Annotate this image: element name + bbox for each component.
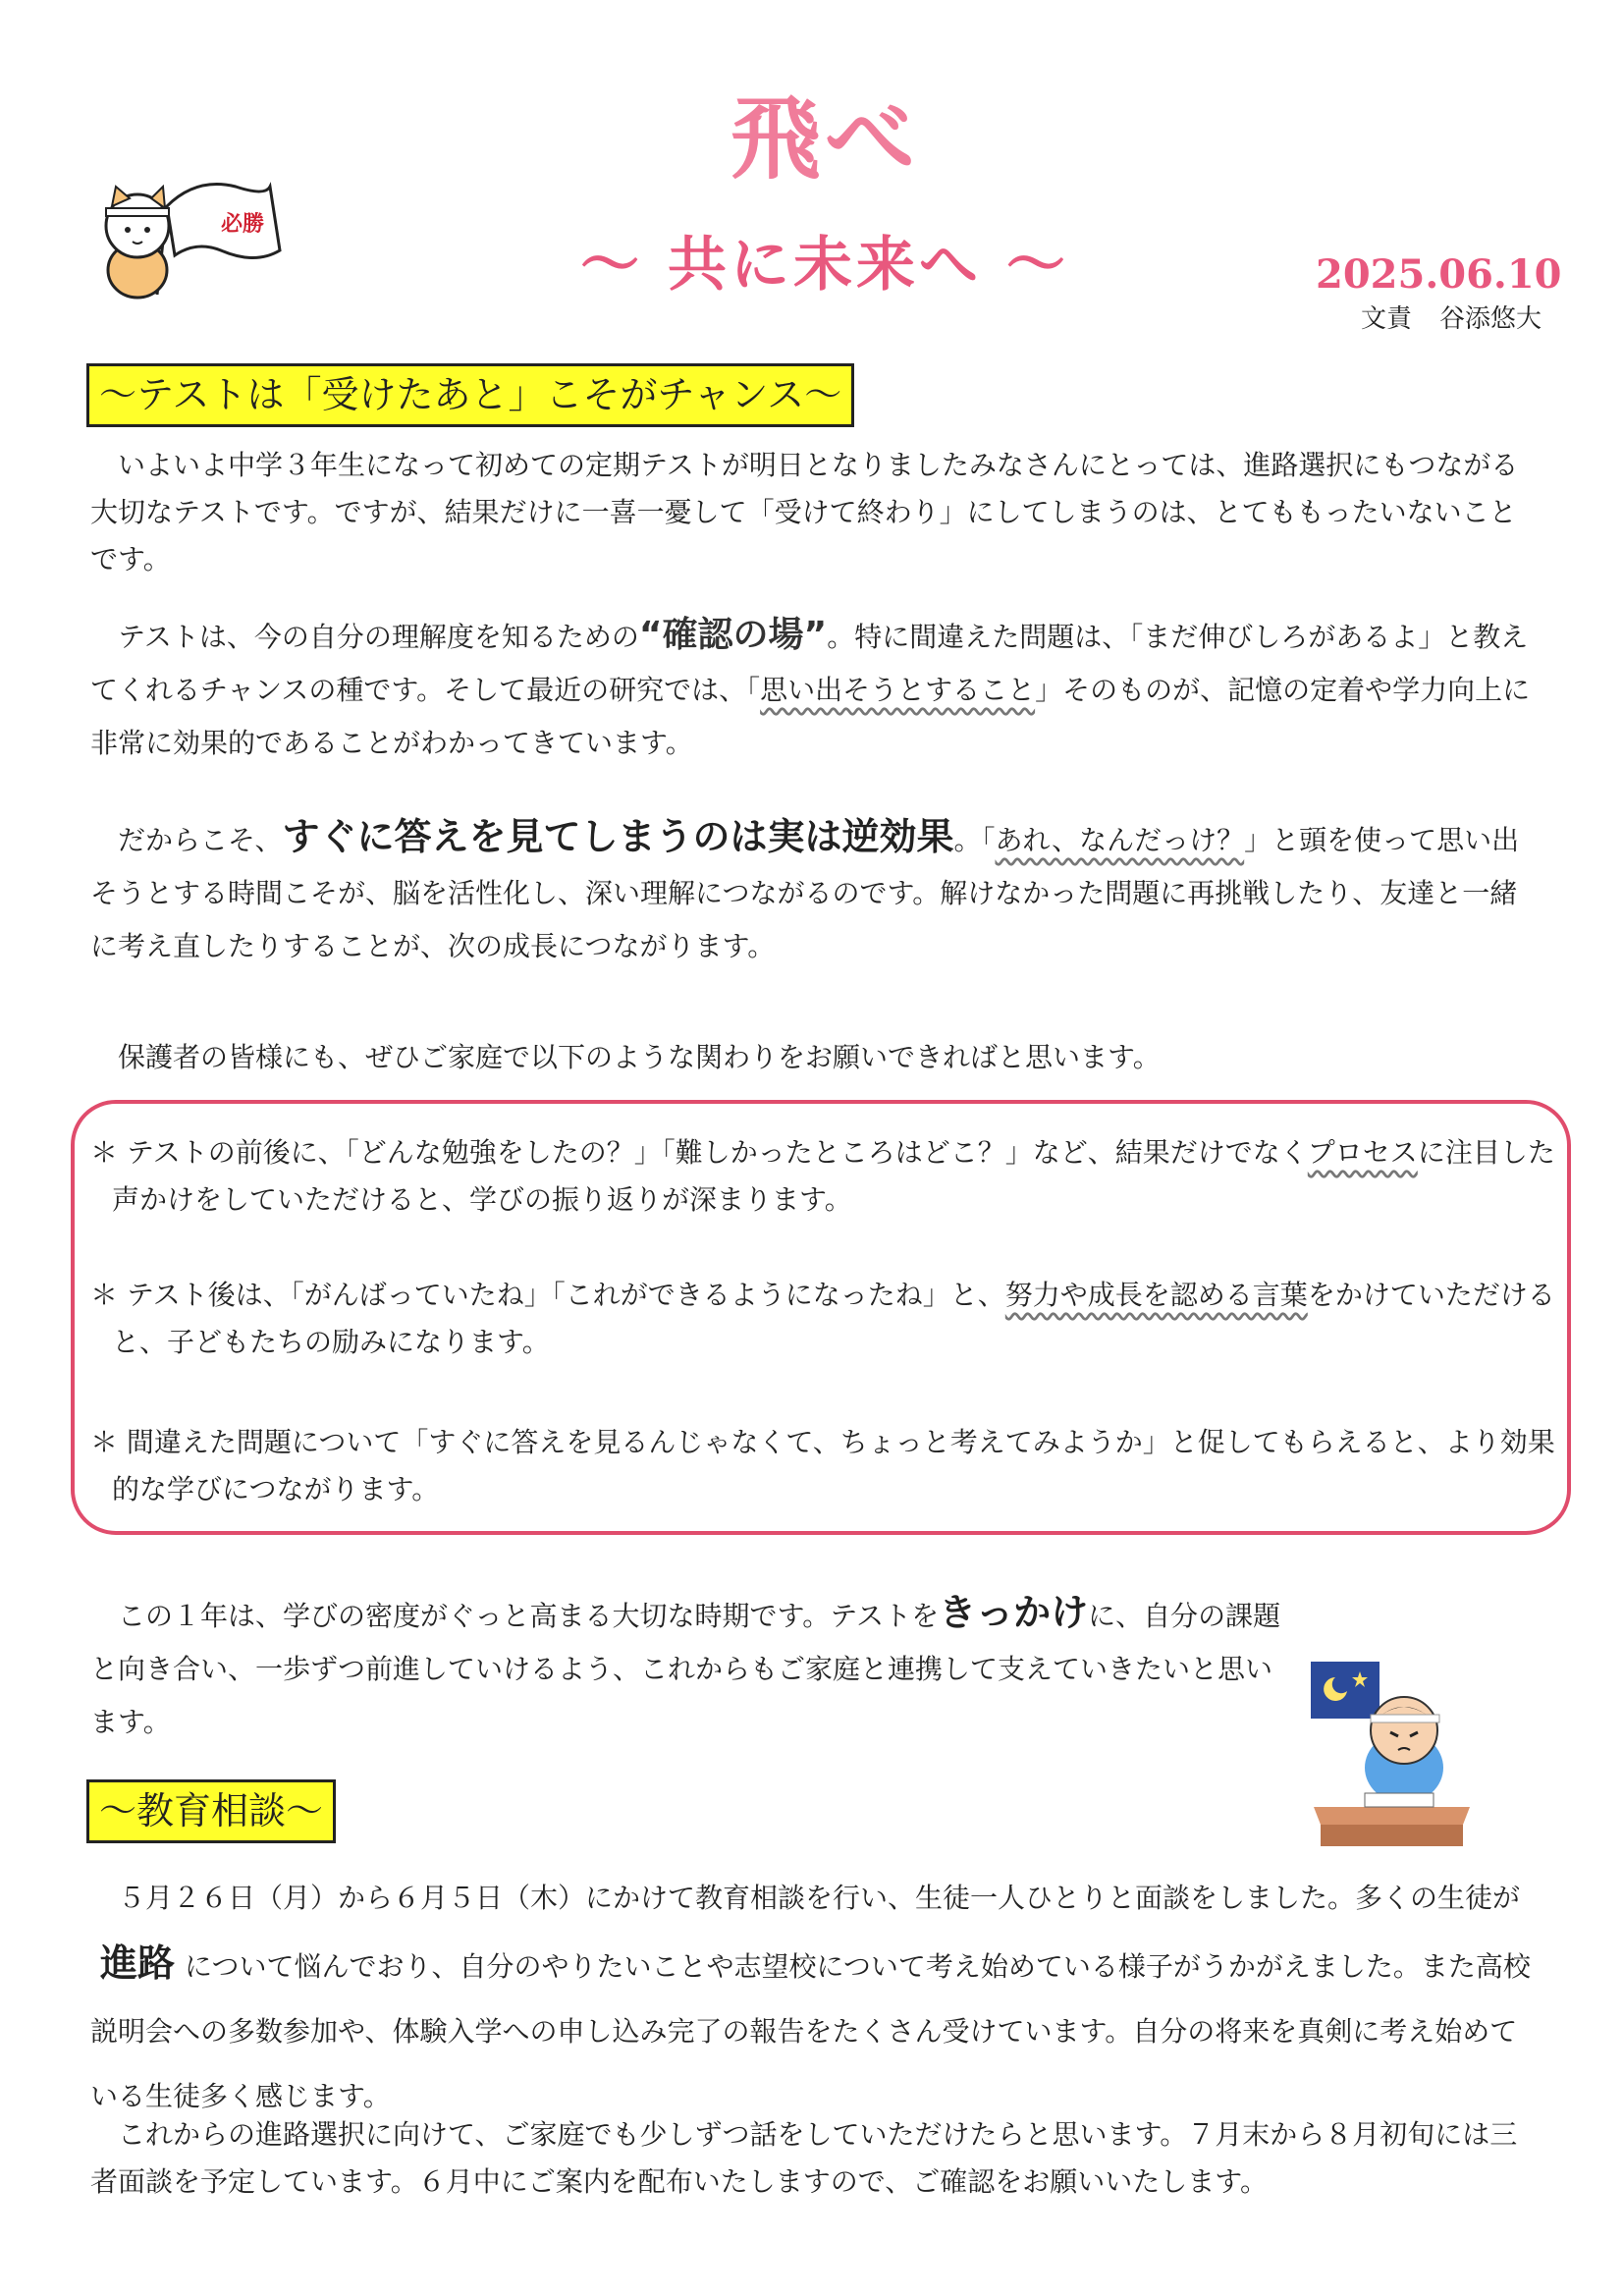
text-run: に、自分の課題と向き合い、一歩ずつ前進していけるよう、これからもご家庭と連携して支えていきたいと思います。 (90, 1600, 1281, 1738)
paragraph-consultation-report (90, 1866, 1543, 2129)
emphasis-trigger: きっかけ (939, 1591, 1089, 1634)
newsletter-subtitle: ～ 共に未来へ ～ (580, 231, 1069, 300)
text-run: 。特に間違えた問題は、「まだ伸びしろがあるよ」と教えてくれるチャンスの種です。そして最近の研究では、「 (90, 621, 1529, 706)
section-heading-consultation: ～教育相談～ (86, 1779, 336, 1843)
student-studying-illustration (1306, 1660, 1478, 1851)
emphasis-counterproductive: すぐに答えを見てしまうのは実は逆効果 (282, 815, 954, 858)
wavy-underline-what-was-it: あれ、なんだっけ？ (995, 824, 1245, 856)
paragraph-confirmation (90, 609, 1543, 770)
text-run: 。「 (953, 824, 996, 856)
emphasis-career-path: 進路 (100, 1941, 176, 1985)
wavy-underline-process: プロセス (1307, 1136, 1418, 1169)
emphasis-confirmation-place: “確認の場” (638, 615, 828, 655)
text-run: 」と頭を使って思い出そうとする時間こそが、脳を活性化し、深い理解につながるのです。解けなかった問題に再挑戦したり、友達と一緒に考え直したりすることが、次の成長につながります。 (90, 824, 1520, 962)
text-run: に注目した声かけをしていただけると、学びの振り返りが深まります。 (112, 1136, 1555, 1216)
text-run: ＊ テスト後は、「がんばっていたね」「これができるようになったね」と、 (90, 1279, 1005, 1311)
text-run: テストは、今の自分の理解度を知るための (118, 621, 639, 653)
mascot-with-flag-illustration (98, 157, 285, 304)
wavy-underline-recall: 思い出そうとすること (760, 674, 1036, 706)
paragraph-intro: いよいよ中学３年生になって初めての定期テストが明日となりましたみなさんにとっては、進路選択にもつながる大切なテストです。ですが、結果だけに一喜一憂して「受けて終わり」にしてしまうのは、とてももったいないことです。 (90, 449, 1519, 575)
text-run: について悩んでおり、自分のやりたいことや志望校について考え始めている様子がうかがえました。また高校説明会への多数参加や、体験入学への申し込み完了の報告をたくさん受けています。自分の将来を真剣に考え始めている生徒多く感じます。 (90, 1950, 1531, 2112)
text-run: この１年は、学びの密度がぐっと高まる大切な時期です。テストを (118, 1600, 940, 1632)
section-heading-test-chance: ～テストは「受けたあと」こそがチャンス～ (86, 363, 854, 427)
newsletter-title: 飛べ (730, 85, 919, 191)
text-run: ５月２６日（月）から６月５日（木）にかけて教育相談を行い、生徒一人ひとりと面談をしました。多くの生徒が (118, 1882, 1521, 1914)
wavy-underline-praise: 努力や成長を認める言葉 (1004, 1279, 1308, 1311)
issue-date: 2025.06.10 (1316, 251, 1562, 298)
author-name: 谷添悠大 (1438, 304, 1542, 334)
text-run: 」そのものが、記憶の定着や学力向上に非常に効果的であることがわかってきています。 (90, 674, 1531, 759)
paragraph-counterproductive (90, 810, 1543, 973)
tip-item-process (90, 1129, 1565, 1224)
tip-item-praise (90, 1272, 1565, 1366)
text-run: だからこそ、 (118, 824, 283, 856)
paragraph-three-party-meeting: これからの進路選択に向けて、ご家庭でも少しずつ話をしていただけたらと思います。７月末から８月初旬には三者面談を予定しています。６月中にご案内を配布いたしますので、ご確認をお願いいたします。 (90, 2118, 1518, 2198)
text-run: ＊ テストの前後に、「どんな勉強をしたの？」「難しかったところはどこ？」など、結果だけでなく (90, 1136, 1308, 1169)
tip-item-think-first: ＊ 間違えた問題について「すぐに答えを見るんじゃなくて、ちょっと考えてみようか」と促してもらえると、より効果的な学びにつながります。 (90, 1426, 1555, 1505)
flag-text: 必勝 (221, 212, 265, 237)
paragraph-closing (90, 1586, 1288, 1749)
paragraph-request-parents: 保護者の皆様にも、ぜひご家庭で以下のような関わりをお願いできればと思います。 (118, 1041, 1161, 1073)
author-label: 文責 (1360, 304, 1412, 334)
byline (1276, 304, 1542, 335)
text-run: をかけていただけると、子どもたちの励みになります。 (112, 1279, 1555, 1358)
